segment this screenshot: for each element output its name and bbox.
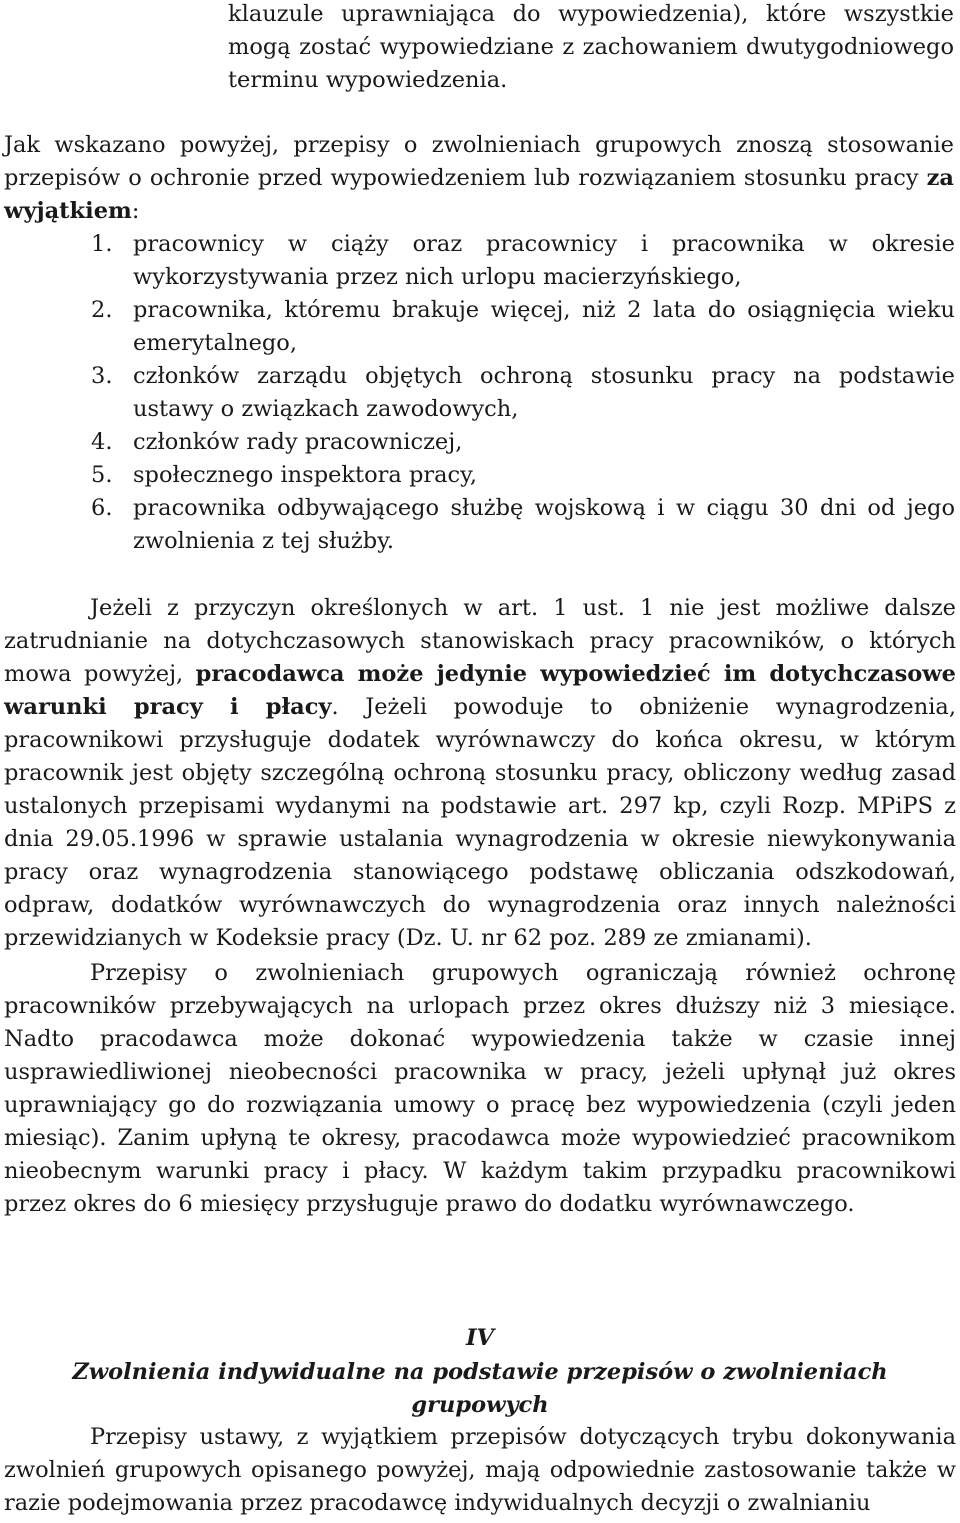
- list-item-number: 3.: [91, 363, 113, 389]
- intro-bold: za wyjątkiem: [4, 165, 954, 224]
- list-item-text: pracownika odbywającego służbę wojskową i w ciągu 30 dni od jego zwolnienia z tej służby.: [133, 495, 955, 554]
- list-item: [0, 492, 955, 558]
- section-heading: [0, 1322, 960, 1422]
- paragraph-reduction-after: . Jeżeli powoduje to obniżenie wynagrodzenia, pracownikowi przysługuje dodatek wyrównawczy do końca okresu, w którym pracownik jest objęty szczególną ochroną stosunku pracy, obliczony według zasad ustalonych przepisami wydanymi na podstawie art. 297 kp, czyli Rozp. MPiPS z dnia 29.05.1996 w sprawie ustalania wynagrodzenia w okresie niewykonywania pracy oraz wynagrodzenia stanowiącego podstawę obliczania odszkodowań, odpraw, dodatków wyrównawczych do wynagrodzenia oraz innych należności przewidzianych w Kodeksie pracy (Dz. U. nr 62 poz. 289 ze zmianami).: [4, 694, 956, 951]
- list-item-text: członków zarządu objętych ochroną stosunku pracy na podstawie ustawy o związkach zawodowych,: [133, 363, 955, 422]
- list-item: [0, 360, 955, 426]
- list-item: [0, 228, 955, 294]
- intro-tail: :: [131, 198, 140, 224]
- paragraph-leave-protection-text: Przepisy o zwolnieniach grupowych ograniczają również ochronę pracowników przebywających na urlopach przez okres dłuższy niż 3 miesiące. Nadto pracodawca może dokonać wypowiedzenia także w czasie innej usprawiedliwionej nieobecności pracownika w pracy, jeżeli upłynął już okres uprawniający go do rozwiązania umowy o pracę bez wypowiedzenia (czyli jeden miesiąc). Zanim upłyną te okresy, pracodawca może wypowiedzieć pracownikom nieobecnym warunki pracy i płacy. W każdym takim przypadku pracownikowi przez okres do 6 miesięcy przysługuje prawo do dodatku wyrównawczego.: [4, 960, 956, 1217]
- paragraph-reduction: [4, 592, 956, 955]
- paragraph-reduction-before: Jeżeli z przyczyn określonych w art. 1 ust. 1 nie jest możliwe dalsze zatrudnianie na dotychczasowych stanowiskach pracy pracowników, o których mowa powyżej,: [4, 595, 956, 687]
- list-item: [0, 294, 955, 360]
- paragraph-individual: [4, 1421, 956, 1520]
- section-number: IV: [466, 1325, 494, 1351]
- list-item-text: pracownicy w ciąży oraz pracownicy i pracownika w okresie wykorzystywania przez nich urlopu macierzyńskiego,: [133, 231, 955, 290]
- paragraph-leave-protection: [4, 957, 956, 1221]
- list-item: [0, 426, 955, 459]
- paragraph-reduction-bold: pracodawca może jedynie wypowiedzieć im dotychczasowe warunki pracy i płacy: [4, 661, 956, 720]
- exceptions-list: [0, 228, 955, 558]
- lead-paragraph: klauzule uprawniająca do wypowiedzenia), które wszystkie mogą zostać wypowiedziane z zachowaniem dwutygodniowego terminu wypowiedzenia.: [228, 1, 954, 93]
- list-item-number: 5.: [91, 462, 113, 488]
- list-item-text: członków rady pracowniczej,: [133, 429, 463, 455]
- list-item-number: 1.: [91, 231, 113, 257]
- list-item-number: 6.: [91, 495, 113, 521]
- list-item-number: 4.: [91, 429, 113, 455]
- paragraph-individual-text: Przepisy ustawy, z wyjątkiem przepisów dotyczących trybu dokonywania zwolnień grupowych opisanego powyżej, mają odpowiednie zastosowanie także w razie podejmowania przez pracodawcę indywidualnych decyzji o zwalnianiu: [4, 1424, 956, 1516]
- list-item-text: społecznego inspektora pracy,: [133, 462, 478, 488]
- section-title: Zwolnienia indywidualne na podstawie przepisów o zwolnieniach grupowych: [72, 1359, 888, 1418]
- list-item-text: pracownika, któremu brakuje więcej, niż 2 lata do osiągnięcia wieku emerytalnego,: [133, 297, 955, 356]
- intro-text: Jak wskazano powyżej, przepisy o zwolnieniach grupowych znoszą stosowanie przepisów o ochronie przed wypowiedzeniem lub rozwiązaniem stosunku pracy: [4, 132, 954, 191]
- list-item: [0, 459, 955, 492]
- intro-paragraph: [4, 129, 954, 228]
- list-item-number: 2.: [91, 297, 113, 323]
